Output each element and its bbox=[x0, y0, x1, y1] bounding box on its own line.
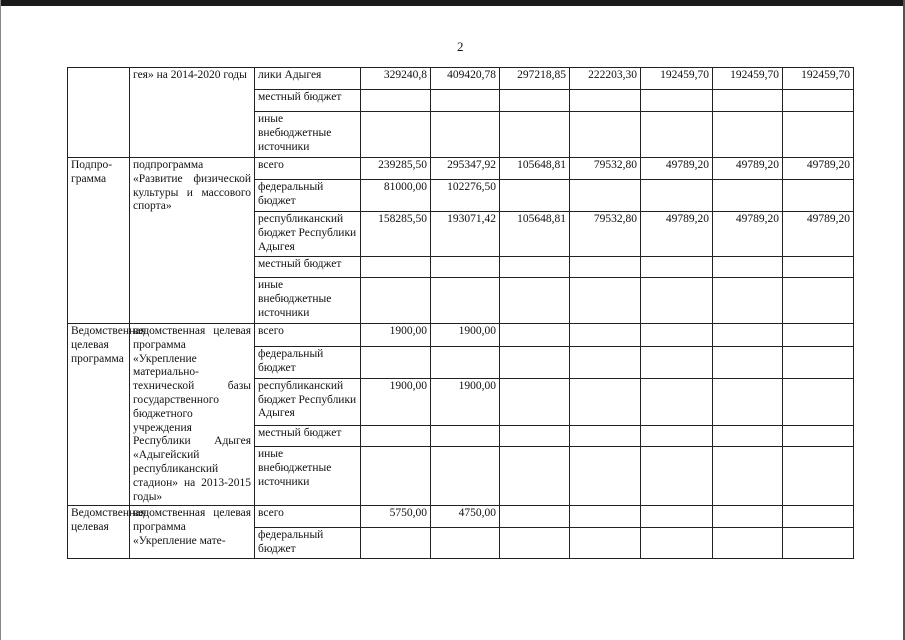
program-name-cell: подпрограмма «Развитие физической культуры и массового спорта» bbox=[130, 158, 255, 324]
value-cell bbox=[713, 180, 783, 212]
value-cell bbox=[641, 112, 713, 158]
value-cell bbox=[500, 378, 570, 425]
value-cell bbox=[641, 506, 713, 528]
value-cell bbox=[783, 257, 854, 278]
value-cell: 192459,70 bbox=[713, 68, 783, 90]
program-type-cell: Ведомственная целевая программа bbox=[68, 324, 130, 506]
value-cell bbox=[431, 447, 500, 506]
value-cell bbox=[431, 257, 500, 278]
value-cell bbox=[783, 90, 854, 112]
value-cell: 1900,00 bbox=[431, 324, 500, 347]
value-cell bbox=[783, 506, 854, 528]
funding-source-cell: всего bbox=[255, 158, 361, 180]
scan-left-edge bbox=[0, 0, 1, 640]
value-cell bbox=[431, 346, 500, 378]
funding-source-cell: федеральный бюджет bbox=[255, 528, 361, 559]
value-cell bbox=[500, 180, 570, 212]
value-cell: 49789,20 bbox=[641, 212, 713, 257]
value-cell: 105648,81 bbox=[500, 212, 570, 257]
value-cell: 79532,80 bbox=[570, 158, 641, 180]
funding-source-cell: местный бюджет bbox=[255, 257, 361, 278]
funding-source-cell: республиканский бюджет Республики Адыгея bbox=[255, 212, 361, 257]
value-cell bbox=[713, 346, 783, 378]
value-cell bbox=[361, 346, 431, 378]
funding-source-cell: иные внебюджетные источники bbox=[255, 278, 361, 324]
value-cell: 158285,50 bbox=[361, 212, 431, 257]
program-type-cell: Ведомственная целевая bbox=[68, 506, 130, 559]
value-cell: 222203,30 bbox=[570, 68, 641, 90]
value-cell: 49789,20 bbox=[641, 158, 713, 180]
program-name-cell: ведомственная целевая программа «Укрепление мате- bbox=[130, 506, 255, 559]
funding-source-cell: иные внебюджетные источники bbox=[255, 447, 361, 506]
value-cell bbox=[500, 112, 570, 158]
value-cell bbox=[431, 528, 500, 559]
value-cell bbox=[641, 324, 713, 347]
value-cell: 409420,78 bbox=[431, 68, 500, 90]
value-cell bbox=[783, 180, 854, 212]
value-cell bbox=[783, 278, 854, 324]
funding-source-cell: федеральный бюджет bbox=[255, 180, 361, 212]
value-cell bbox=[713, 278, 783, 324]
funding-source-cell: всего bbox=[255, 506, 361, 528]
value-cell: 5750,00 bbox=[361, 506, 431, 528]
value-cell bbox=[783, 324, 854, 347]
value-cell: 81000,00 bbox=[361, 180, 431, 212]
value-cell bbox=[500, 278, 570, 324]
value-cell bbox=[431, 112, 500, 158]
program-name-cell: ведомственная целевая программа «Укрепление материально-технической базы государственного бюджетного учреждения Республики Адыгея «Адыгейский республиканский стадион» на 2013-2015 годы» bbox=[130, 324, 255, 506]
value-cell bbox=[713, 506, 783, 528]
value-cell bbox=[570, 257, 641, 278]
value-cell: 102276,50 bbox=[431, 180, 500, 212]
funding-source-cell: местный бюджет bbox=[255, 425, 361, 447]
value-cell bbox=[570, 324, 641, 347]
value-cell bbox=[641, 346, 713, 378]
value-cell bbox=[570, 506, 641, 528]
value-cell bbox=[500, 528, 570, 559]
value-cell bbox=[713, 528, 783, 559]
value-cell bbox=[361, 112, 431, 158]
value-cell bbox=[361, 90, 431, 112]
value-cell bbox=[713, 378, 783, 425]
program-name-cell: гея» на 2014-2020 годы bbox=[130, 68, 255, 158]
value-cell: 49789,20 bbox=[783, 212, 854, 257]
value-cell bbox=[361, 528, 431, 559]
value-cell bbox=[431, 90, 500, 112]
value-cell bbox=[570, 528, 641, 559]
value-cell bbox=[431, 278, 500, 324]
value-cell bbox=[500, 324, 570, 347]
value-cell bbox=[713, 257, 783, 278]
value-cell bbox=[713, 112, 783, 158]
funding-source-cell: местный бюджет bbox=[255, 90, 361, 112]
value-cell bbox=[641, 447, 713, 506]
value-cell bbox=[783, 378, 854, 425]
value-cell: 49789,20 bbox=[713, 158, 783, 180]
value-cell bbox=[641, 278, 713, 324]
value-cell bbox=[570, 346, 641, 378]
value-cell bbox=[641, 257, 713, 278]
table-row bbox=[68, 506, 854, 528]
value-cell bbox=[570, 378, 641, 425]
value-cell: 193071,42 bbox=[431, 212, 500, 257]
value-cell: 297218,85 bbox=[500, 68, 570, 90]
funding-source-cell: федеральный бюджет bbox=[255, 346, 361, 378]
value-cell bbox=[783, 447, 854, 506]
value-cell bbox=[641, 425, 713, 447]
value-cell: 49789,20 bbox=[713, 212, 783, 257]
value-cell bbox=[641, 378, 713, 425]
value-cell: 192459,70 bbox=[641, 68, 713, 90]
value-cell: 4750,00 bbox=[431, 506, 500, 528]
value-cell bbox=[570, 180, 641, 212]
value-cell bbox=[713, 447, 783, 506]
value-cell bbox=[500, 506, 570, 528]
value-cell bbox=[570, 447, 641, 506]
value-cell: 105648,81 bbox=[500, 158, 570, 180]
value-cell bbox=[783, 346, 854, 378]
program-type-cell bbox=[68, 68, 130, 158]
value-cell: 192459,70 bbox=[783, 68, 854, 90]
value-cell: 295347,92 bbox=[431, 158, 500, 180]
table-row bbox=[68, 68, 854, 90]
value-cell bbox=[500, 447, 570, 506]
scan-top-border bbox=[0, 0, 905, 6]
value-cell bbox=[361, 425, 431, 447]
value-cell bbox=[641, 90, 713, 112]
value-cell bbox=[783, 112, 854, 158]
funding-source-cell: всего bbox=[255, 324, 361, 347]
value-cell bbox=[570, 425, 641, 447]
value-cell bbox=[641, 528, 713, 559]
value-cell bbox=[713, 425, 783, 447]
budget-table bbox=[67, 67, 854, 559]
table-row bbox=[68, 158, 854, 180]
value-cell: 1900,00 bbox=[431, 378, 500, 425]
value-cell bbox=[713, 324, 783, 347]
value-cell bbox=[570, 90, 641, 112]
value-cell bbox=[361, 278, 431, 324]
value-cell bbox=[783, 425, 854, 447]
value-cell bbox=[570, 112, 641, 158]
value-cell bbox=[783, 528, 854, 559]
value-cell bbox=[500, 257, 570, 278]
page-number: 2 bbox=[457, 39, 464, 54]
value-cell: 239285,50 bbox=[361, 158, 431, 180]
value-cell bbox=[570, 278, 641, 324]
value-cell: 49789,20 bbox=[783, 158, 854, 180]
value-cell: 1900,00 bbox=[361, 324, 431, 347]
value-cell bbox=[500, 90, 570, 112]
value-cell bbox=[361, 257, 431, 278]
value-cell: 329240,8 bbox=[361, 68, 431, 90]
value-cell bbox=[500, 346, 570, 378]
program-type-cell: Подпро-грамма bbox=[68, 158, 130, 324]
value-cell bbox=[713, 90, 783, 112]
table-row bbox=[68, 324, 854, 347]
funding-source-cell: иные внебюджетные источники bbox=[255, 112, 361, 158]
value-cell bbox=[500, 425, 570, 447]
value-cell bbox=[431, 425, 500, 447]
value-cell bbox=[361, 447, 431, 506]
value-cell: 1900,00 bbox=[361, 378, 431, 425]
value-cell: 79532,80 bbox=[570, 212, 641, 257]
funding-source-cell: республиканский бюджет Республики Адыгея bbox=[255, 378, 361, 425]
funding-source-cell: лики Адыгея bbox=[255, 68, 361, 90]
value-cell bbox=[641, 180, 713, 212]
